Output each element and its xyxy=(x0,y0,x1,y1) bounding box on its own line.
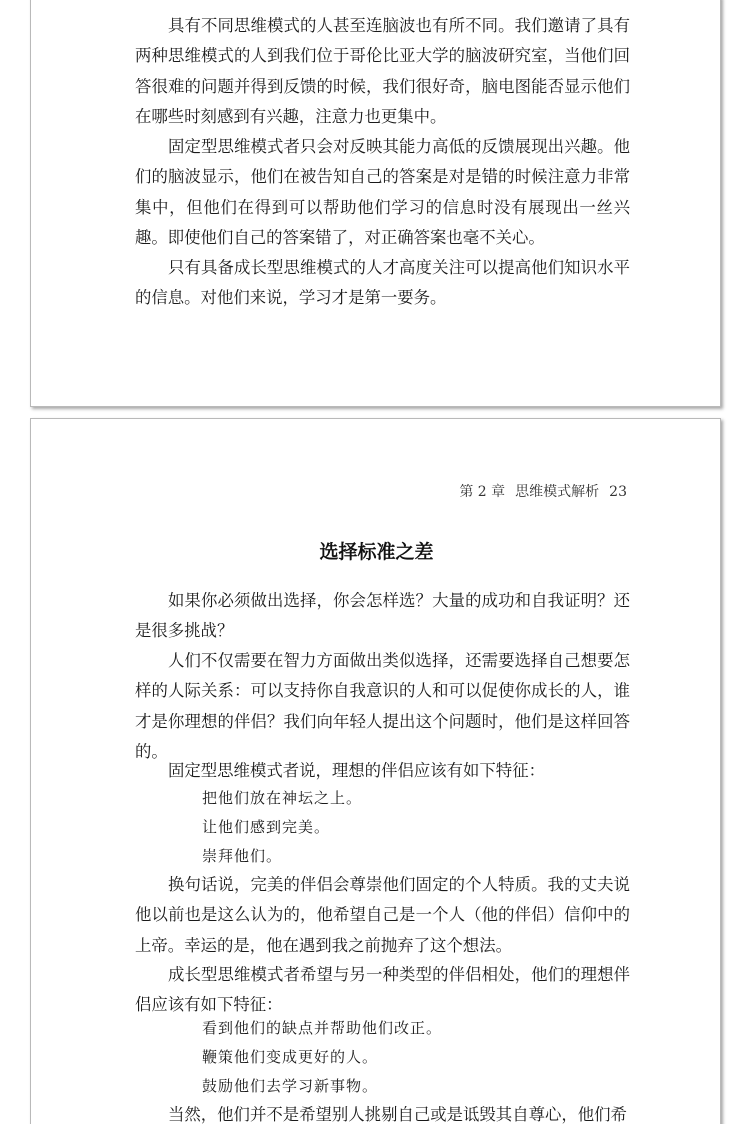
page-22 xyxy=(30,0,721,407)
paragraph: 成长型思维模式者希望与另一种类型的伴侣相处，他们的理想伴侣应该有如下特征： xyxy=(135,965,630,1015)
section-title: 选择标准之差 xyxy=(319,541,434,563)
paragraph: 只有具备成长型思维模式的人才高度关注可以提高他们知识水平的信息。对他们来说，学习才是第一要务。 xyxy=(135,258,630,308)
list-item: 崇拜他们。 xyxy=(202,847,283,865)
running-head xyxy=(459,481,627,501)
list-item: 让他们感到完美。 xyxy=(202,818,331,836)
paragraph: 具有不同思维模式的人甚至连脑波也有所不同。我们邀请了具有两种思维模式的人到我们位于哥伦比亚大学的脑波研究室，当他们回答很难的问题并得到反馈的时候，我们很好奇，脑电图能否显示他们在哪些时刻感到有兴趣，注意力也更集中。 xyxy=(135,16,630,126)
paragraph: 固定型思维模式者说，理想的伴侣应该有如下特征： xyxy=(168,761,545,780)
list-item: 鞭策他们变成更好的人。 xyxy=(202,1048,379,1066)
list-item: 鼓励他们去学习新事物。 xyxy=(202,1077,379,1095)
paragraph: 当然，他们并不是希望别人挑剔自己或是诋毁其自尊心，他们希 xyxy=(168,1105,627,1124)
paragraph: 如果你必须做出选择，你会怎样选？大量的成功和自我证明？还是很多挑战？ xyxy=(135,591,630,641)
paragraph: 换句话说，完美的伴侣会尊崇他们固定的个人特质。我的丈夫说他以前也是这么认为的，他希望自己是一个人（他的伴侣）信仰中的上帝。幸运的是，他在遇到我之前抛弃了这个想法。 xyxy=(135,875,630,955)
list-item: 把他们放在神坛之上。 xyxy=(202,789,363,807)
paragraph: 固定型思维模式者只会对反映其能力高低的反馈展现出兴趣。他们的脑波显示，他们在被告知自己的答案是对是错的时候注意力非常集中，但他们在得到可以帮助他们学习的信息时没有展现出一丝兴趣。即使他们自己的答案错了，对正确答案也毫不关心。 xyxy=(135,137,630,247)
paragraph: 人们不仅需要在智力方面做出类似选择，还需要选择自己想要怎样的人际关系：可以支持你自我意识的人和可以促使你成长的人，谁才是你理想的伴侣？我们向年轻人提出这个问题时，他们是这样回答的。 xyxy=(135,651,630,761)
page-23 xyxy=(30,418,721,1124)
chapter-title: 思维模式解析 xyxy=(515,484,600,500)
page-number: 23 xyxy=(609,484,627,500)
chapter-number: 第 2 章 xyxy=(459,484,506,500)
list-item: 看到他们的缺点并帮助他们改正。 xyxy=(202,1019,443,1037)
